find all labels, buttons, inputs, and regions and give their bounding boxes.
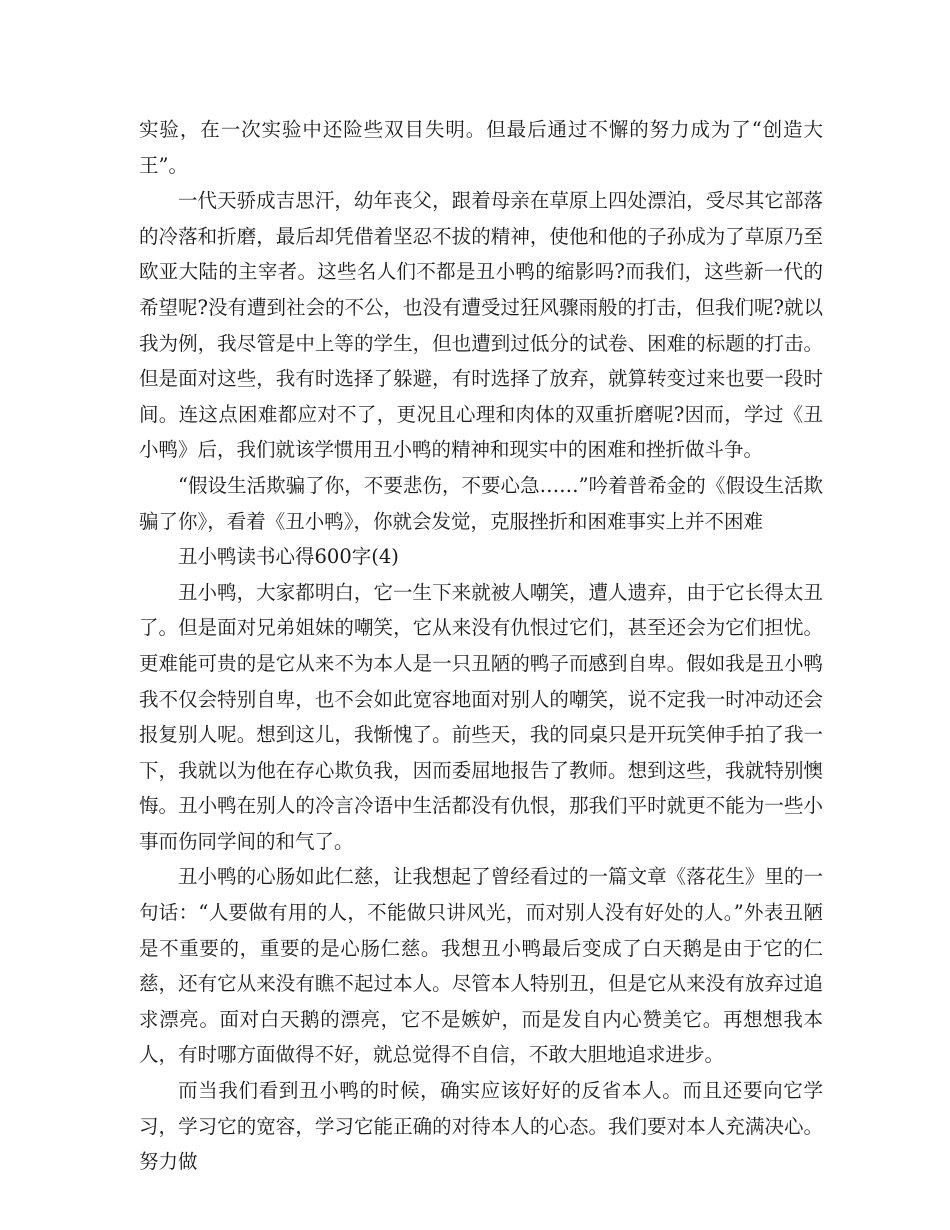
paragraph-ugly-duckling-intro: 丑小鸭，大家都明白，它一生下来就被人嘲笑，遭人遗弃，由于它长得太丑了。但是面对兄弟姐妹的嘲笑，它从来没有仇恨过它们，甚至还会为它们担忧。更难能可贵的是它从来不为本人是一只丑陋的鸭子而感到自卑。假如我是丑小鸭我不仅会特别自卑，也不会如此宽容地面对别人的嘲笑，说不定我一时冲动还会报复别人呢。想到这儿，我惭愧了。前些天，我的同桌只是开玩笑伸手拍了我一下，我就以为他在存心欺负我，因而委屈地报告了教师。想到这些，我就特别懊悔。丑小鸭在别人的冷言冷语中生活都没有仇恨，那我们平时就更不能为一些小事而伤同学间的和气了。 — [139, 580, 823, 853]
document-page — [139, 112, 823, 1180]
paragraph-genghis-khan: 一代天骄成吉思汗，幼年丧父，跟着母亲在草原上四处漂泊，受尽其它部落的冷落和折磨，最后却凭借着坚忍不拔的精神，使他和他的子孙成为了草原乃至欧亚大陆的主宰者。这些名人们不都是丑小鸭的缩影吗?而我们，这些新一代的希望呢?没有遭到社会的不公，也没有遭受过狂风骤雨般的打击，但我们呢?就以我为例，我尽管是中上等的学生，但也遭到过低分的试卷、困难的标题的打击。但是面对这些，我有时选择了躲避，有时选择了放弃，就算转变过来也要一段时间。连这点困难都应对不了，更况且心理和肉体的双重折磨呢?因而，学过《丑小鸭》后，我们就该学惯用丑小鸭的精神和现实中的困难和挫折做斗争。 — [139, 189, 823, 462]
paragraph-reflection: 而当我们看到丑小鸭的时候，确实应该好好的反省本人。而且还要向它学习，学习它的宽容，学习它能正确的对待本人的心态。我们要对本人充满决心。努力做 — [139, 1079, 823, 1174]
paragraph-pushkin-quote: “假设生活欺骗了你，不要悲伤，不要心急……”吟着普希金的《假设生活欺骗了你》，看着《丑小鸭》，你就会发觉，克服挫折和困难事实上并不困难 — [139, 473, 823, 533]
paragraph-kind-heart: 丑小鸭的心肠如此仁慈，让我想起了曾经看过的一篇文章《落花生》里的一句话：“人要做有用的人，不能做只讲风光，而对别人没有好处的人。”外表丑陋是不重要的，重要的是心肠仁慈。我想丑小鸭最后变成了白天鹅是由于它的仁慈，还有它从来没有瞧不起过本人。尽管本人特别丑，但是它从来没有放弃过追求漂亮。面对白天鹅的漂亮，它不是嫉妒，而是发自内心赞美它。再想想我本人，有时哪方面做得不好，就总觉得不自信，不敢大胆地追求进步。 — [139, 865, 823, 1067]
paragraph-continuation: 实验，在一次实验中还险些双目失明。但最后通过不懈的努力成为了“创造大王”。 — [139, 118, 823, 177]
section-heading: 丑小鸭读书心得600字(4) — [178, 545, 399, 569]
